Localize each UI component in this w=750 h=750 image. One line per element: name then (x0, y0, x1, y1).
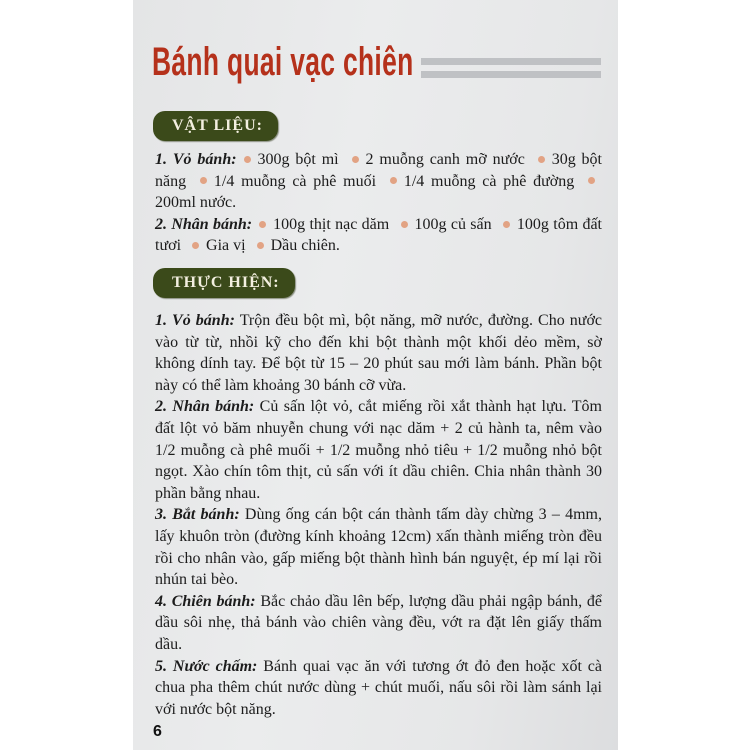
ingredient-group (155, 149, 602, 214)
title-decor-bar (421, 58, 601, 65)
bullet-icon (352, 156, 359, 163)
step-item (155, 310, 602, 396)
recipe-title: Bánh quai vạc chiên (152, 40, 414, 84)
bullet-icon (192, 242, 199, 249)
ingredient-item: 2 muỗng canh mỡ nước (365, 151, 525, 168)
step-label: 1. Vỏ bánh: (155, 312, 235, 329)
steps-list (155, 310, 602, 720)
ingredient-item: 300g bột mì (257, 151, 339, 168)
step-text: Bánh quai vạc ăn với tương ớt đỏ đen hoặc xốt cà chua pha thêm chút nước dùng + chút muối, nấu sôi rồi làm sánh lại với nước bột năng. (155, 657, 603, 718)
step-text: Dùng ống cán bột cán thành tấm dày chừng 3 – 4mm, lấy khuôn tròn (đường kính khoảng 12cm) xấn thành miếng tròn đều rồi cho nhân vào, gấp miếng bột thành hình bán nguyệt, ép mí lại rồi nhún tai bèo. (155, 506, 602, 589)
title-decor-bar (421, 71, 601, 78)
page-number: 6 (153, 723, 162, 740)
ingredient-item: 100g củ sấn (414, 215, 492, 233)
step-text: Bắc chảo dầu lên bếp, lượng dầu phải ngập bánh, để dầu sôi nhẹ, thả bánh vào chiên vàng đều, vớt ra đặt lên giấy thấm dầu. (155, 592, 603, 653)
ingredient-item: 100g tôm đất tươi (155, 215, 603, 255)
bullet-icon (259, 221, 266, 228)
ingredient-item: 1/4 muỗng cà phê đường (403, 172, 575, 190)
step-label: 5. Nước chấm: (155, 657, 258, 675)
step-label: 4. Chiên bánh: (155, 592, 256, 610)
ingredient-item: Dầu chiên. (270, 237, 340, 255)
step-item (155, 396, 602, 504)
ingredient-item: 30g bột năng (155, 151, 603, 190)
step-label: 2. Nhân bánh: (155, 398, 255, 416)
step-item (155, 591, 602, 656)
bullet-icon (257, 242, 264, 249)
ingredient-group (155, 214, 602, 257)
step-text: Củ sấn lột vỏ, cắt miếng rồi xắt thành hạt lựu. Tôm đất lột vỏ băm nhuyễn chung với nạc dăm + 2 củ hành ta, nêm vào 1/2 muỗng cà phê muối + 1/2 muỗng nhỏ tiêu + 1/2 muỗng nhỏ bột ngọt. Xào chín tôm thịt, củ sấn với ít dầu chiên. Chia nhân thành 30 phần bằng nhau. (155, 398, 602, 502)
step-item (155, 504, 602, 590)
bullet-icon (538, 156, 545, 163)
group-label: 2. Nhân bánh: (155, 215, 253, 233)
ingredient-item: Gia vị (206, 237, 246, 255)
ingredient-item: 200ml nước. (155, 194, 237, 212)
bullet-icon (390, 177, 397, 184)
steps-heading: THỰC HIỆN: (153, 268, 295, 298)
ingredient-item: 1/4 muỗng cà phê muối (213, 172, 377, 190)
step-label: 3. Bắt bánh: (155, 506, 240, 524)
ingredients-list (155, 149, 602, 257)
bullet-icon (588, 177, 595, 184)
book-page (133, 0, 618, 750)
group-label: 1. Vỏ bánh: (155, 151, 237, 168)
ingredient-item: 100g thịt nạc dăm (273, 215, 390, 233)
ingredients-heading: VẬT LIỆU: (153, 111, 278, 141)
step-text: Trộn đều bột mì, bột năng, mỡ nước, đường. Cho nước vào từ từ, nhồi kỹ cho đến khi bột thành một khối dẻo mềm, sờ không dính tay. Để bột từ 15 – 20 phút sau mới làm bánh. Phần bột này có thể làm khoảng 30 bánh cỡ vừa. (155, 312, 603, 394)
bullet-icon (401, 221, 408, 228)
step-item (155, 656, 602, 721)
bullet-icon (200, 177, 207, 184)
bullet-icon (244, 156, 251, 163)
bullet-icon (503, 221, 510, 228)
